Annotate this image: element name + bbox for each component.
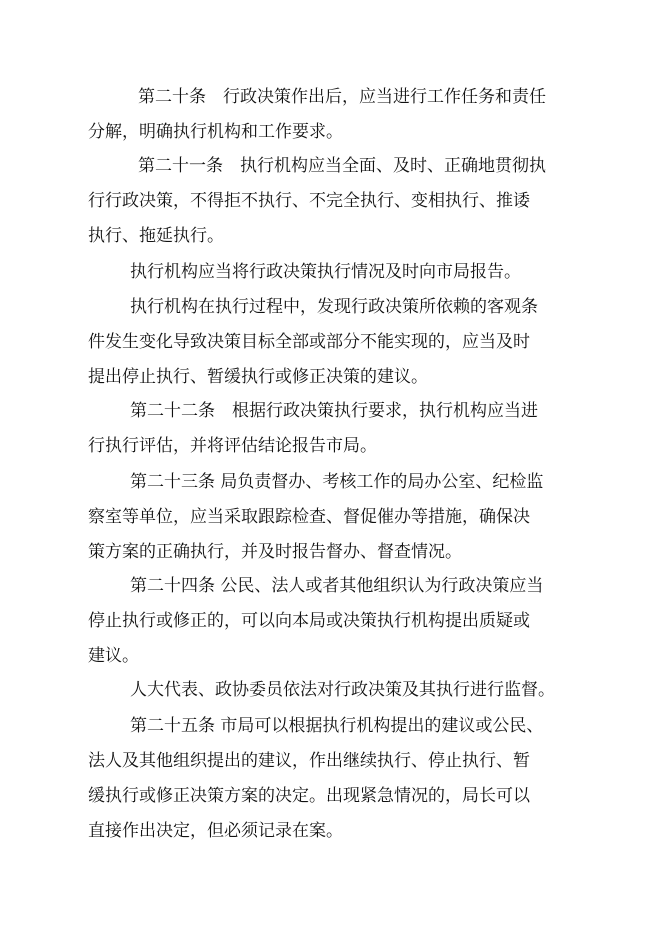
article-23-paragraph bbox=[88, 465, 543, 570]
text-line: 第二十条 行政决策作出后，应当进行工作任务和责任 bbox=[138, 87, 546, 107]
text-line: 停止执行或修正的，可以向本局或决策执行机构提出质疑或 bbox=[88, 611, 530, 631]
text-line: 直接作出决定，但必须记录在案。 bbox=[88, 821, 343, 841]
text-line: 执行、拖延执行。 bbox=[88, 226, 224, 246]
article-25-paragraph bbox=[88, 709, 543, 849]
text-line: 执行机构在执行过程中，发现行政决策所依赖的客观条 bbox=[130, 297, 538, 317]
text-line: 法人及其他组织提出的建议，作出继续执行、停止执行、暂 bbox=[88, 751, 530, 771]
report-clause-paragraph bbox=[88, 255, 521, 290]
text-line: 执行机构应当将行政决策执行情况及时向市局报告。 bbox=[130, 262, 521, 282]
text-line: 人大代表、政协委员依法对行政决策及其执行进行监督。 bbox=[130, 680, 555, 700]
article-22-paragraph bbox=[88, 394, 538, 464]
text-line: 缓执行或修正决策方案的决定。出现紧急情况的，局长可以 bbox=[88, 786, 530, 806]
text-line: 第二十二条 根据行政决策执行要求，执行机构应当进 bbox=[130, 401, 538, 421]
text-line: 策方案的正确执行，并及时报告督办、督查情况。 bbox=[88, 542, 462, 562]
text-line: 行行政决策，不得拒不执行、不完全执行、变相执行、推诿 bbox=[88, 191, 530, 211]
article-24-paragraph bbox=[88, 569, 543, 674]
text-line: 建议。 bbox=[88, 646, 139, 666]
text-line: 第二十四条 公民、法人或者其他组织认为行政决策应当 bbox=[130, 576, 544, 596]
text-line: 第二十五条 市局可以根据执行机构提出的建议或公民、 bbox=[130, 716, 544, 736]
text-line: 第二十三条 局负责督办、考核工作的局办公室、纪检监 bbox=[130, 472, 544, 492]
article-21-paragraph bbox=[88, 149, 546, 254]
change-clause-paragraph bbox=[88, 290, 538, 395]
text-line: 分解，明确执行机构和工作要求。 bbox=[88, 122, 343, 142]
supervision-clause-paragraph bbox=[88, 673, 555, 708]
text-line: 察室等单位，应当采取跟踪检查、督促催办等措施，确保决 bbox=[88, 507, 530, 527]
text-line: 件发生变化导致决策目标全部或部分不能实现的，应当及时 bbox=[88, 332, 530, 352]
text-line: 行执行评估，并将评估结论报告市局。 bbox=[88, 436, 377, 456]
article-20-paragraph bbox=[88, 80, 546, 150]
text-line: 第二十一条 执行机构应当全面、及时、正确地贯彻执 bbox=[138, 156, 546, 176]
text-line: 提出停止执行、暂缓执行或修正决策的建议。 bbox=[88, 367, 428, 387]
